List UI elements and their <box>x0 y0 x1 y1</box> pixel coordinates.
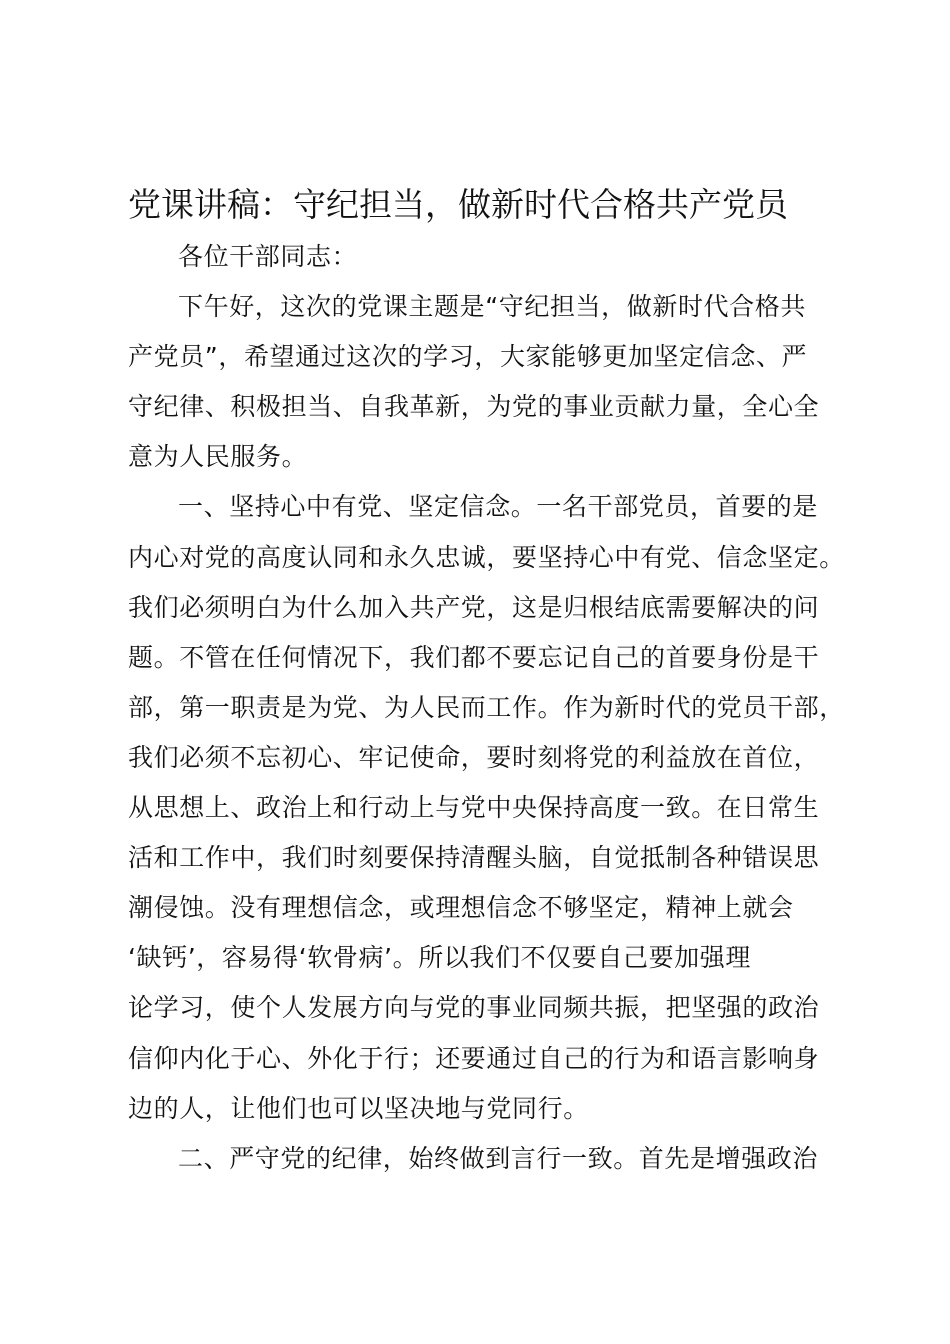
paragraph-line: 我们必须不忘初心、牢记使命，要时刻将党的利益放在首位， <box>128 742 820 772</box>
paragraph-line: 二、严守党的纪律，始终做到言行一致。首先是增强政治 <box>178 1143 819 1173</box>
paragraph-line: 守纪律、积极担当、自我革新，为党的事业贡献力量，全心全 <box>128 392 820 422</box>
paragraph-line: 信仰内化于心、外化于行；还要通过自己的行为和语言影响身 <box>128 1043 820 1073</box>
paragraph-line: 一、坚持心中有党、坚定信念。一名干部党员，首要的是 <box>178 492 819 522</box>
paragraph-line: 我们必须明白为什么加入共产党，这是归根结底需要解决的问 <box>128 592 820 622</box>
document-body <box>128 232 845 1184</box>
paragraph-line: 从思想上、政治上和行动上与党中央保持高度一致。在日常生 <box>128 793 820 823</box>
paragraph-line: ‘缺钙’，容易得‘软骨病’。所以我们不仅要自己要加强理 <box>128 943 751 973</box>
salutation <box>128 232 838 282</box>
paragraph-section-two <box>128 1134 838 1184</box>
paragraph-line: 下午好，这次的党课主题是“守纪担当，做新时代合格共 <box>178 292 806 322</box>
paragraph-line: 意为人民服务。 <box>128 442 308 472</box>
paragraph-line: 论学习，使个人发展方向与党的事业同频共振，把坚强的政治 <box>128 993 820 1023</box>
paragraph-section-one <box>128 482 845 1133</box>
paragraph-line: 题。不管在任何情况下，我们都不要忘记自己的首要身份是干 <box>128 642 820 672</box>
paragraph-line: 部，第一职责是为党、为人民而工作。作为新时代的党员干部， <box>128 692 845 722</box>
document-title: 党课讲稿：守纪担当，做新时代合格共产党员 <box>128 185 788 224</box>
paragraph-line: 潮侵蚀。没有理想信念，或理想信念不够坚定，精神上就会 <box>128 893 794 923</box>
paragraph-line: 边的人，让他们也可以坚决地与党同行。 <box>128 1093 589 1123</box>
paragraph-line: 内心对党的高度认同和永久忠诚，要坚持心中有党、信念坚定。 <box>128 542 845 572</box>
paragraph-greeting <box>128 282 838 482</box>
salutation-line: 各位干部同志： <box>178 242 358 271</box>
paragraph-line: 产党员”，希望通过这次的学习，大家能够更加坚定信念、严 <box>128 342 808 372</box>
paragraph-line: 活和工作中，我们时刻要保持清醒头脑，自觉抵制各种错误思 <box>128 843 820 873</box>
